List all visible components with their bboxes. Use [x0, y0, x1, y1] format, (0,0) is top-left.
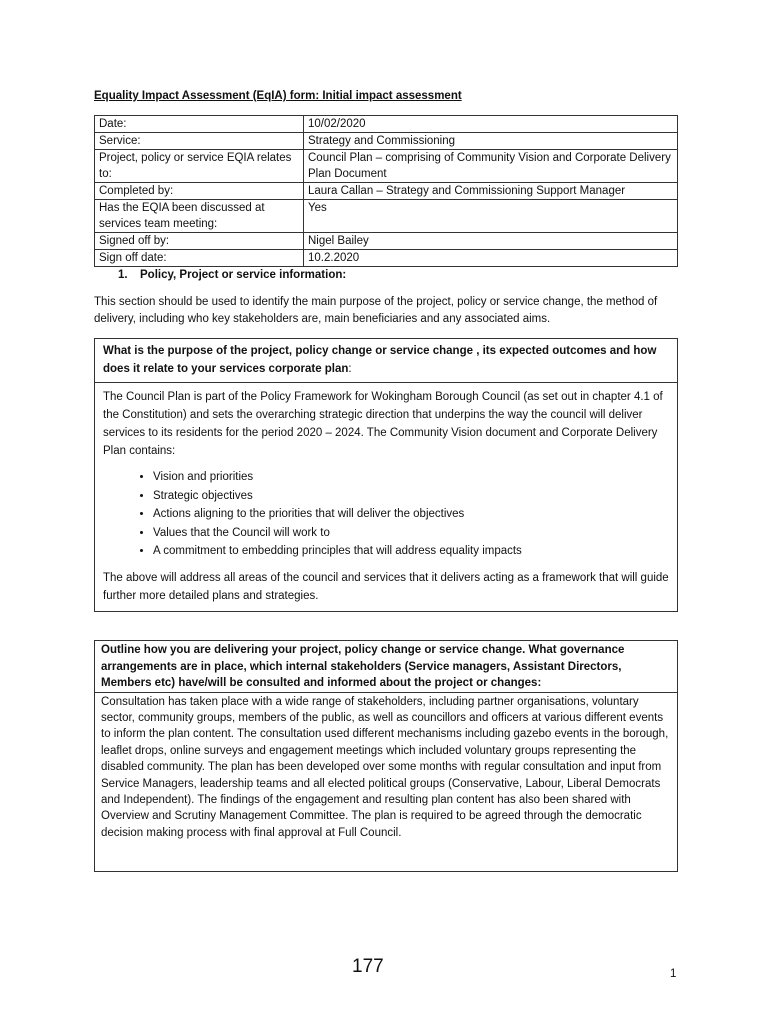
- discussed-label: Has the EQIA been discussed at services team meeting:: [95, 200, 304, 233]
- section-intro: This section should be used to identify the main purpose of the project, policy or service change, the method of delivery, including who key stakeholders are, main beneficiaries and any associated aims.: [94, 296, 658, 325]
- table-row: [95, 133, 678, 150]
- project-label: Project, policy or service EQIA relates to:: [95, 150, 304, 183]
- project-value: Council Plan – comprising of Community Vision and Corporate Delivery Plan Document: [304, 150, 678, 183]
- info-table: [94, 115, 678, 267]
- purpose-answer-closing: The above will address all areas of the council and services that it delivers acting as a framework that will guide further more detailed plans and strategies.: [103, 571, 669, 602]
- signed-off-by-label: Signed off by:: [95, 233, 304, 250]
- purpose-question: [95, 339, 677, 383]
- table-row: [95, 250, 678, 267]
- table-row: [95, 116, 678, 133]
- section-heading: [118, 267, 346, 283]
- purpose-answer-intro: The Council Plan is part of the Policy Framework for Wokingham Borough Council (as set out in chapter 4.1 of the Constitution) and sets the overarching strategic direction that underpins the way the council will deliver services to its residents for the period 2020 – 2024. The Community Vision document and Corporate Delivery Plan contains:: [103, 391, 663, 457]
- page-title: Equality Impact Assessment (EqIA) form: Initial impact assessment: [94, 90, 462, 102]
- table-row: [95, 183, 678, 200]
- purpose-bullet-list: [103, 468, 669, 561]
- list-item: • Vision and priorities: [153, 468, 669, 487]
- sign-off-date-value: 10.2.2020: [304, 250, 678, 267]
- purpose-answer: [95, 383, 677, 610]
- date-value: 10/02/2020: [304, 116, 678, 133]
- list-item: • Values that the Council will work to: [153, 524, 669, 543]
- table-row: [95, 150, 678, 183]
- table-row: [95, 233, 678, 250]
- completed-by-label: Completed by:: [95, 183, 304, 200]
- purpose-box: [94, 338, 678, 612]
- service-label: Service:: [95, 133, 304, 150]
- section-title: Policy, Project or service information:: [140, 269, 347, 281]
- list-item: • Actions aligning to the priorities that will deliver the objectives: [153, 505, 669, 524]
- signed-off-by-value: Nigel Bailey: [304, 233, 678, 250]
- stamped-page-number: 177: [352, 956, 384, 977]
- list-item: • Strategic objectives: [153, 487, 669, 506]
- service-value: Strategy and Commissioning: [304, 133, 678, 150]
- completed-by-value: Laura Callan – Strategy and Commissioning Support Manager: [304, 183, 678, 200]
- section-number: 1.: [118, 269, 128, 281]
- delivery-answer: Consultation has taken place with a wide range of stakeholders, including partner organisations, voluntary sector, community groups, members of the public, as well as councillors and officers at various different events to inform the plan content. The consultation used different mechanisms including gazebo events in the borough, leaflet drops, online surveys and engagement meetings which included voluntary groups representing the disabled community. The plan has been developed over some months with regular consultation and input from Service Managers, leadership teams and all elected political groups (Conservative, Labour, Liberal Democrats and Independent). The findings of the engagement and resulting plan content has also been shared with Overview and Scrutiny Management Committee. The plan is required to be agreed through the democratic decision making process with final approval at Full Council.: [101, 695, 669, 839]
- delivery-box: [94, 640, 678, 872]
- page-number: 1: [670, 968, 677, 980]
- purpose-question-suffix: :: [348, 363, 352, 375]
- discussed-value: Yes: [304, 200, 678, 233]
- date-label: Date:: [95, 116, 304, 133]
- delivery-question: Outline how you are delivering your project, policy change or service change. What governance arrangements are in place, which internal stakeholders (Service managers, Assistant Directors, Members etc) have/will be consulted and informed about the project or changes:: [95, 641, 677, 693]
- purpose-question-text: What is the purpose of the project, policy change or service change , its expected outcomes and how does it relate to your services corporate plan: [103, 345, 657, 375]
- table-row: [95, 200, 678, 233]
- sign-off-date-label: Sign off date:: [95, 250, 304, 267]
- list-item: • A commitment to embedding principles that will address equality impacts: [153, 542, 669, 561]
